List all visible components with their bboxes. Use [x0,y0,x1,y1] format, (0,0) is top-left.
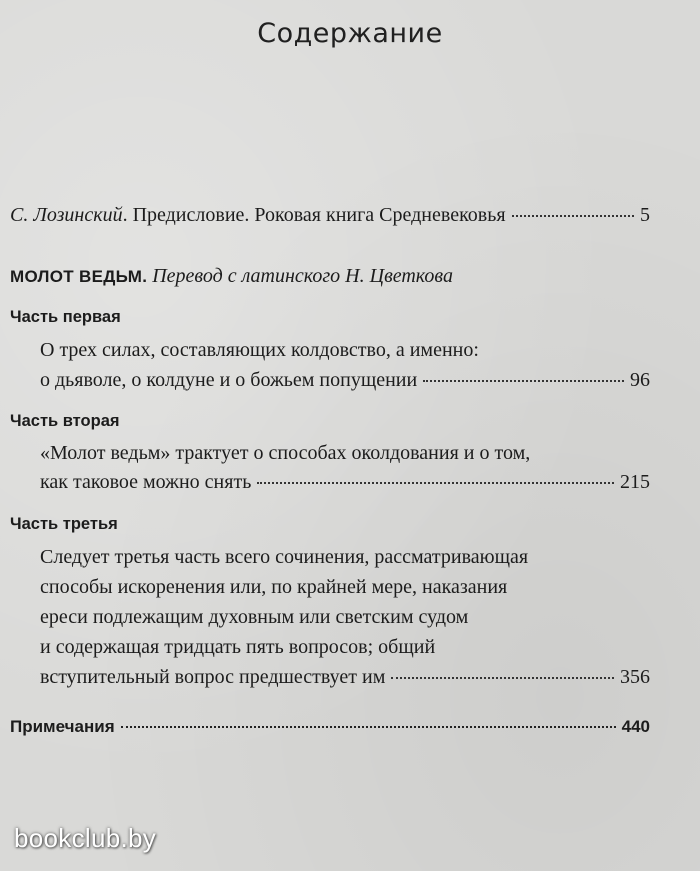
preface-text [10,205,506,225]
preface-title: . Предисловие. Роковая книга Средневековья [122,204,506,226]
page-title: Содержание [257,18,443,49]
dot-leader [391,677,614,679]
part-heading: Часть первая [10,308,121,326]
page-number: 5 [640,204,650,226]
page-number: 215 [620,471,650,493]
part-last-line: как таковое можно снять [40,471,252,493]
preface-author: С. Лозинский [10,204,123,226]
dot-leader [121,726,616,728]
page-number: 440 [621,717,650,736]
main-work-title [10,266,453,286]
work-translation: Перевод с латинского Н. Цветкова [152,265,453,287]
page-number: 356 [620,666,650,688]
notes-label: Примечания [10,717,115,736]
part-line: «Молот ведьм» трактует о способах околдования и о том, [40,442,531,464]
part-line: ереси подлежащим духовным или светским судом [40,606,469,628]
dot-leader [257,482,614,484]
toc-entry-preface [10,205,650,225]
toc-entry-notes [10,717,650,737]
toc-entry-part-3 [40,667,650,687]
work-name: МОЛОТ ВЕДЬМ. [10,267,148,286]
toc-entry-part-1 [40,370,650,390]
part-heading: Часть вторая [10,412,120,430]
part-line: Следует третья часть всего сочинения, рассматривающая [40,546,529,568]
part-line: О трех силах, составляющих колдовство, а именно: [40,339,479,361]
toc-entry-part-2 [40,472,650,492]
page-number: 96 [630,369,650,391]
dot-leader [512,215,634,217]
part-heading: Часть третья [10,515,118,533]
part-last-line: вступительный вопрос предшествует им [40,666,386,688]
dot-leader [423,380,624,382]
part-line: и содержащая тридцать пять вопросов; общий [40,636,436,658]
watermark: bookclub.by [14,823,157,853]
part-last-line: о дьяволе, о колдуне и о божьем попущении [40,369,418,391]
part-line: способы искоренения или, по крайней мере, наказания [40,576,508,598]
